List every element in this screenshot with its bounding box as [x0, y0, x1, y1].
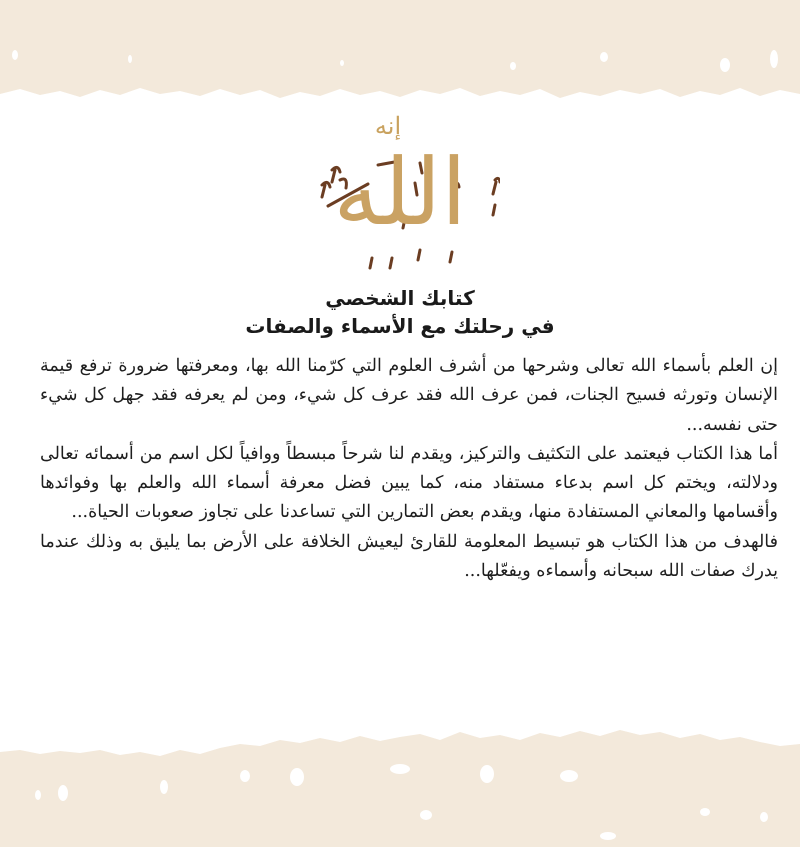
paragraph-1: إن العلم بأسماء الله تعالى وشرحها من أشرف العلوم التي كرّمنا الله بها، ومعرفتها ضرورة ترفع قيمة الإنسان وتورثه فسيح الجنات، فمن عرف الله فقد عرف كل شيء، ومن لم يعرفه فقد جهل كل شيء حتى نفسه... — [40, 356, 778, 435]
texture-speck — [390, 764, 410, 774]
texture-speck — [160, 780, 168, 794]
texture-speck — [770, 50, 778, 68]
texture-speck — [420, 810, 432, 820]
texture-speck — [290, 768, 304, 786]
texture-speck — [600, 832, 616, 840]
emblem-main-text: الله — [333, 139, 467, 246]
texture-speck — [510, 62, 516, 70]
texture-speck — [560, 770, 578, 782]
texture-speck — [600, 52, 608, 62]
emblem-small-text: إنه — [374, 112, 402, 140]
top-torn-edge — [0, 80, 800, 102]
texture-speck — [58, 785, 68, 801]
texture-speck — [700, 808, 710, 816]
paragraph-3: فالهدف من هذا الكتاب هو تبسيط المعلومة للقارئ ليعيش الخلافة على الأرض بما يليق به وذلك عندما يدرك صفات الله سبحانه وأسماءه ويفعّلها... — [40, 531, 778, 582]
page-subtitle: في رحلتك مع الأسماء والصفات — [245, 314, 555, 338]
texture-speck — [720, 58, 730, 72]
page-title: كتابك الشخصي — [325, 286, 475, 310]
texture-speck — [35, 790, 41, 800]
texture-speck — [240, 770, 250, 782]
texture-speck — [760, 812, 768, 822]
calligraphy-emblem — [300, 110, 500, 270]
paragraph-2: أما هذا الكتاب فيعتمد على التكثيف والتركيز، ويقدم لنا شرحاً مبسطاً ووافياً لكل اسم من أسمائه تعالى ودلالته، ويختم كل اسم بدعاء مستفاد منه، كما يبين فضل معرفة أسماء الله والعلم بها وفوائدها وأقسامها والمعاني المستفادة منها، ويقدم بعض التمارين التي تساعدنا على تجاوز صعوبات الحياة... — [40, 443, 778, 523]
top-texture-band — [0, 0, 800, 88]
body-text — [40, 352, 778, 586]
texture-speck — [12, 50, 18, 60]
texture-speck — [128, 55, 132, 63]
texture-speck — [480, 765, 494, 783]
texture-speck — [340, 60, 344, 66]
